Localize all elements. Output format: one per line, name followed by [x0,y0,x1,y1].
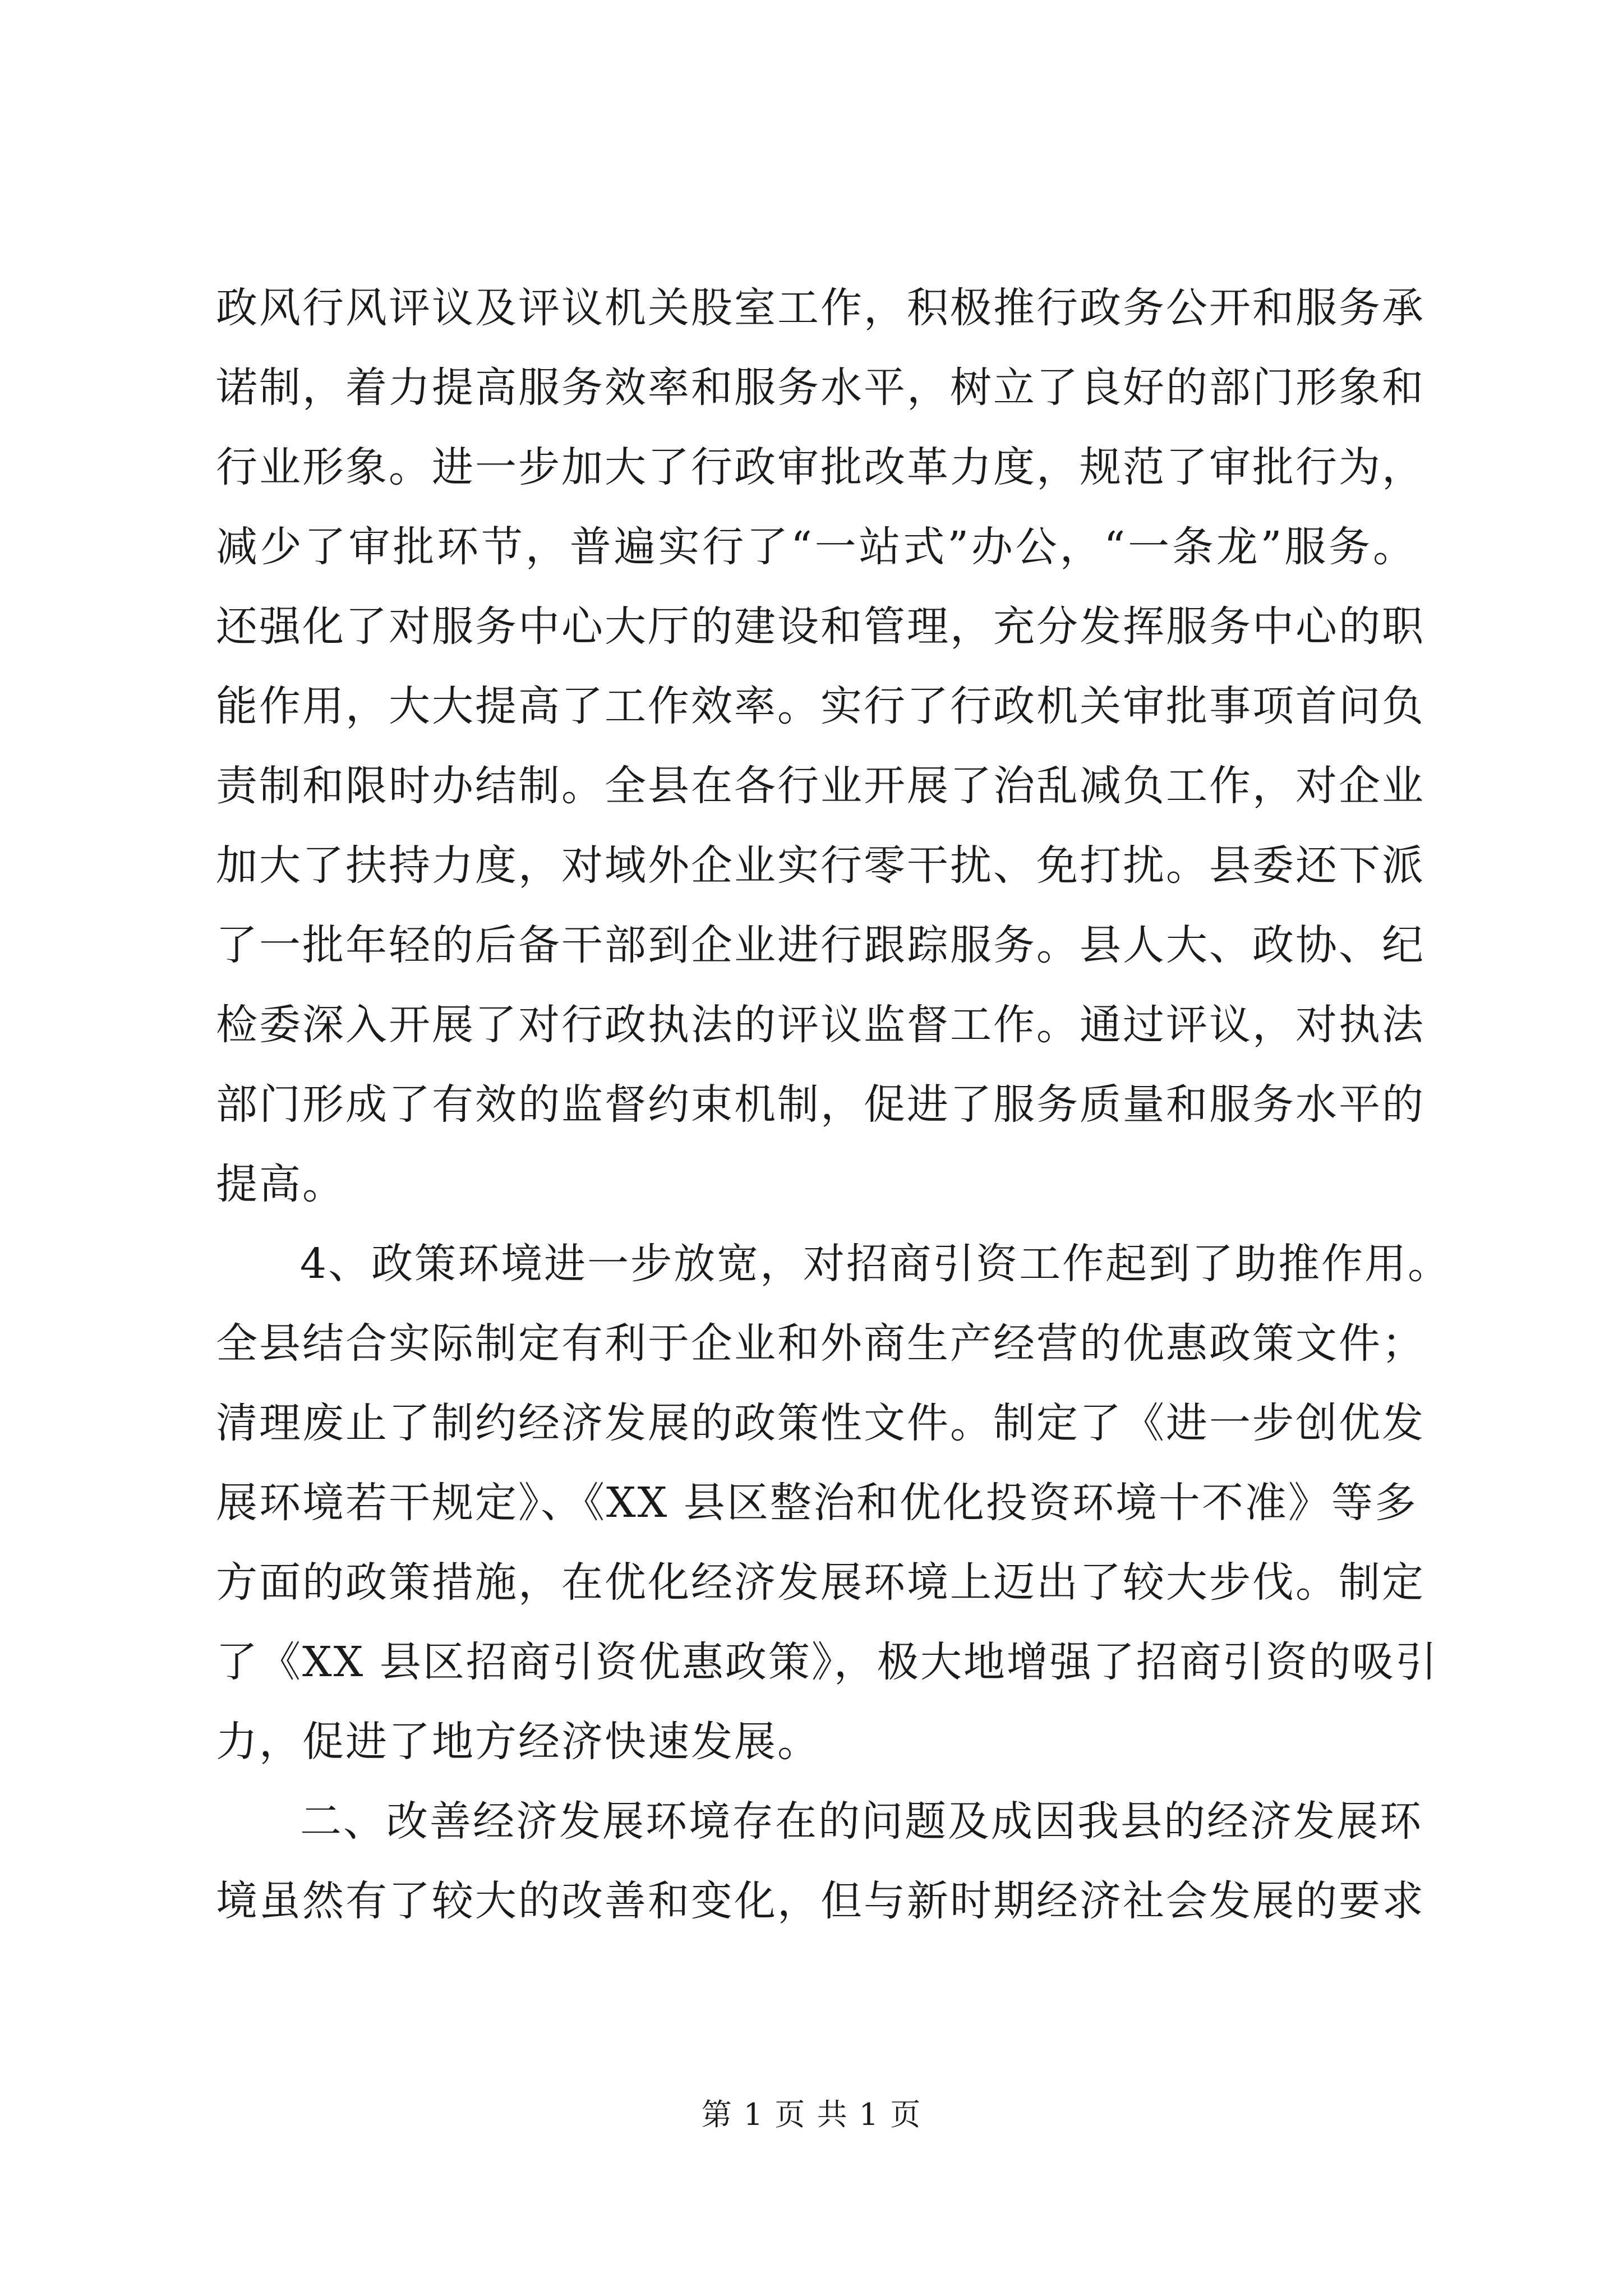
text-line: 责制和限时办结制。全县在各行业开展了治乱减负工作，对企业 [216,762,1425,810]
text-line: 诺制，着力提高服务效率和服务水平，树立了良好的部门形象和 [216,364,1425,412]
text-line: 二、改善经济发展环境存在的问题及成因我县的经济发展环 [300,1797,1423,1846]
text-line: 境虽然有了较大的改善和变化，但与新时期经济社会发展的要求 [216,1877,1425,1925]
text-line: 清理废止了制约经济发展的政策性文件。制定了《进一步创优发 [216,1399,1425,1447]
text-line: 展环境若干规定》、《XX 县区整治和优化投资环境十不准》等多 [216,1479,1418,1527]
text-line: 政风行风评议及评议机关股室工作，积极推行政务公开和服务承 [216,284,1425,332]
text-line: 行业形象。进一步加大了行政审批改革力度，规范了审批行为， [216,443,1425,491]
text-line: 提高。 [216,1160,345,1208]
text-line: 了一批年轻的后备干部到企业进行跟踪服务。县人大、政协、纪 [216,921,1425,969]
paragraph-3 [216,1782,1425,1941]
paragraph-2 [216,1224,1451,1782]
document-body [216,268,1451,1941]
paragraph-1 [216,268,1425,1224]
text-line: 加大了扶持力度，对域外企业实行零干扰、免打扰。县委还下派 [216,841,1425,890]
page-number-footer: 第 1 页 共 1 页 [701,2097,922,2132]
text-line: 能作用，大大提高了工作效率。实行了行政机关审批事项首问负 [216,682,1425,730]
text-line: 还强化了对服务中心大厅的建设和管理，充分发挥服务中心的职 [216,602,1425,651]
text-line: 方面的政策措施，在优化经济发展环境上迈出了较大步伐。制定 [216,1558,1425,1607]
text-line: 力，促进了地方经济快速发展。 [216,1718,820,1766]
text-line: 部门形成了有效的监督约束机制，促进了服务质量和服务水平的 [216,1080,1425,1129]
text-line: 4、政策环境进一步放宽，对招商引资工作起到了助推作用。 [300,1240,1451,1288]
text-line: 减少了审批环节，普遍实行了“一站式”办公，“一条龙”服务。 [216,523,1416,571]
text-line: 了《XX 县区招商引资优惠政策》，极大地增强了招商引资的吸引 [216,1638,1438,1686]
text-line: 全县结合实际制定有利于企业和外商生产经营的优惠政策文件； [216,1319,1425,1368]
text-line: 检委深入开展了对行政执法的评议监督工作。通过评议，对执法 [216,1001,1425,1049]
